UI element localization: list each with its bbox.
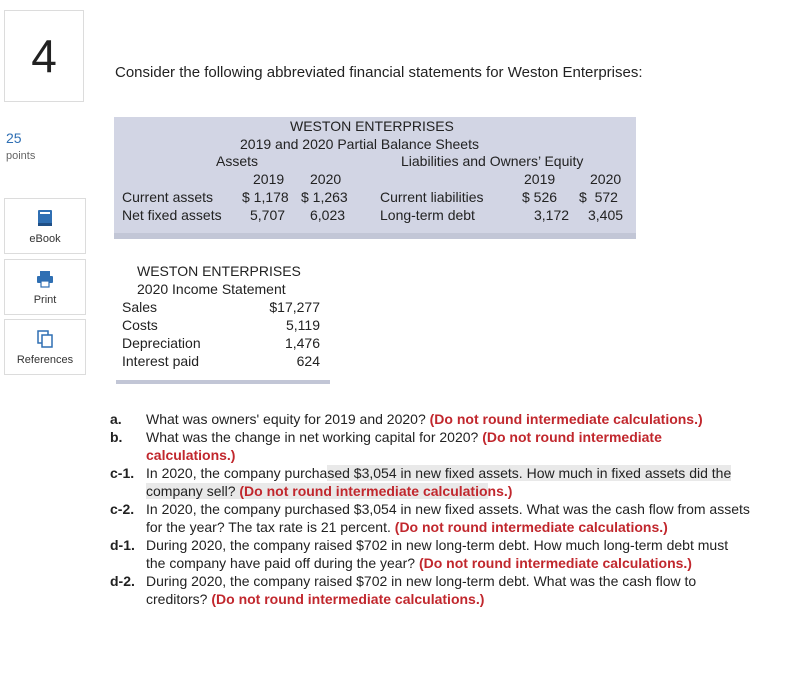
references-button[interactable] (4, 319, 86, 375)
bs-cell: 3,172 (534, 207, 570, 223)
question-note: (Do not round intermediate calculations.) (146, 429, 662, 463)
question-item (110, 410, 750, 428)
question-text-highlight: sed $3,054 in new fixed assets. How much in fixed assets did the company sell? (146, 465, 732, 499)
bs-row-label: Current liabilities (380, 189, 484, 205)
balance-sheet-table (114, 117, 636, 237)
is-title: WESTON ENTERPRISES (137, 263, 301, 279)
ebook-button[interactable] (4, 198, 86, 254)
income-statement-table (116, 262, 328, 384)
bs-cell: $ 1,263 (301, 189, 348, 205)
intro-text: Consider the following abbreviated financial statements for Weston Enterprises: (115, 64, 643, 81)
is-cell: 624 (296, 353, 320, 369)
question-label: d-2. (110, 573, 135, 589)
bs-row-label: Net fixed assets (122, 207, 222, 223)
is-divider (116, 380, 330, 384)
printer-icon (36, 270, 54, 288)
bs-row-label: Long-term debt (380, 207, 475, 223)
is-row-label: Costs (122, 317, 158, 333)
question-text: During 2020, the company raised $702 in new long-term debt. What was the cash flow to creditors? (146, 573, 697, 607)
is-row-label: Interest paid (122, 353, 200, 369)
question-item (110, 464, 750, 500)
question-number: 4 (4, 10, 84, 102)
question-item (110, 500, 750, 536)
bs-cell: 6,023 (310, 207, 346, 223)
question-label: b. (110, 429, 123, 445)
bs-cell: $ 572 (579, 189, 618, 205)
question-item (110, 572, 750, 608)
bs-asset-year-2019: 2019 (253, 171, 285, 187)
bs-cell: 3,405 (588, 207, 624, 223)
is-row-label: Sales (122, 299, 158, 315)
question-label: a. (110, 411, 122, 427)
question-item (110, 428, 750, 464)
references-label: References (16, 354, 74, 366)
bs-assets-header: Assets (216, 153, 259, 169)
bs-cell: $ 1,178 (242, 189, 289, 205)
question-note: (Do not round intermediate calculatio (239, 483, 488, 499)
is-subtitle: 2020 Income Statement (137, 281, 286, 297)
question-list (110, 410, 750, 608)
question-text: During 2020, the company raised $702 in new long-term debt. How much long-term debt must the company have paid off during the year? (146, 537, 729, 571)
question-note: (Do not round intermediate calculations.) (211, 591, 485, 607)
ebook-label: eBook (29, 233, 61, 245)
bs-asset-year-2020: 2020 (310, 171, 342, 187)
bs-cell: 5,707 (250, 207, 286, 223)
question-item (110, 536, 750, 572)
points-label: points (6, 150, 36, 162)
copy-icon (37, 330, 53, 348)
question-note: (Do not round intermediate calculations.) (429, 411, 703, 427)
print-label: Print (33, 294, 57, 306)
is-cell: 1,476 (284, 335, 320, 351)
bs-liab-year-2020: 2020 (590, 171, 622, 187)
question-note: (Do not round intermediate calculations.) (418, 555, 692, 571)
bs-subtitle: 2019 and 2020 Partial Balance Sheets (240, 136, 479, 152)
points-value: 25 (6, 130, 22, 146)
question-text: What was the change in net working capital for 2020? (146, 429, 483, 445)
question-note-tail: ns.) (487, 483, 513, 499)
bs-liabilities-header: Liabilities and Owners’ Equity (401, 153, 584, 169)
question-label: c-1. (110, 465, 135, 481)
bs-row-label: Current assets (122, 189, 214, 205)
bs-liab-year-2019: 2019 (524, 171, 556, 187)
question-label: d-1. (110, 537, 135, 553)
bs-divider (114, 233, 636, 239)
question-note: (Do not round intermediate calculations.) (394, 519, 668, 535)
question-label: c-2. (110, 501, 135, 517)
book-icon (37, 209, 53, 227)
question-text: What was owners' equity for 2019 and 2020? (146, 411, 430, 427)
question-text: In 2020, the company purchased $3,054 in new fixed assets. What was the cash flow from assets for the year? The tax rate is 21 percent. (146, 501, 750, 535)
is-cell: $17,277 (269, 299, 320, 315)
print-button[interactable] (4, 259, 86, 315)
is-row-label: Depreciation (122, 335, 201, 351)
question-text: In 2020, the company purcha (146, 465, 328, 481)
bs-title: WESTON ENTERPRISES (290, 118, 454, 134)
is-cell: 5,119 (286, 317, 320, 333)
bs-cell: $ 526 (522, 189, 558, 205)
